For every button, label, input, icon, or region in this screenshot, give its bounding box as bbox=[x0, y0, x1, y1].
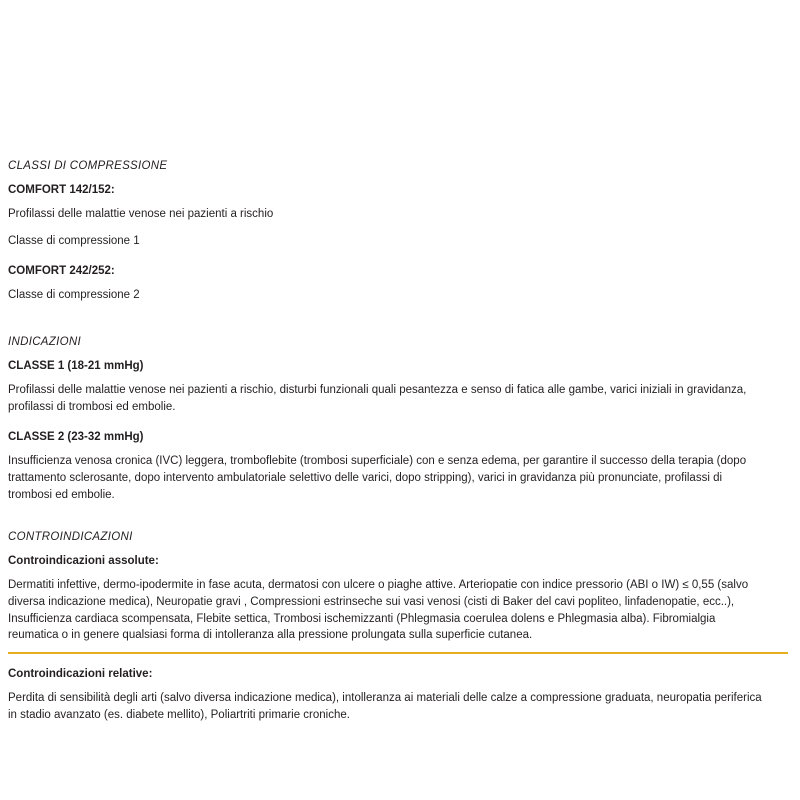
section-heading: CONTROINDICAZIONI bbox=[8, 531, 133, 544]
subheading: CLASSE 2 (23-32 mmHg) bbox=[8, 431, 144, 444]
section-classi-di-compressione bbox=[8, 160, 768, 304]
paragraph: Perdita di sensibilità degli arti (salvo diversa indicazione medica), intolleranza ai materiali delle calze a compressione graduata, neuropatia periferica in stadio avanzato (es. diabete mellito), Poliartriti primarie croniche. bbox=[8, 692, 762, 721]
paragraph: Insufficienza venosa cronica (IVC) leggera, tromboflebite (trombosi superficiale) con e senza edema, per garantire il successo della terapia (dopo trattamento sclerosante, dopo intervento ambulatoriale selettivo delle varici, dopo stripping), varici in gravidanza più pronunciate, profilassi di trombosi ed embolie. bbox=[8, 455, 747, 501]
subheading: COMFORT 142/152: bbox=[8, 184, 115, 196]
section-controindicazioni bbox=[8, 531, 768, 723]
subheading: CLASSE 1 (18-21 mmHg) bbox=[8, 360, 144, 373]
spacer bbox=[8, 654, 768, 668]
section-heading: CLASSI DI COMPRESSIONE bbox=[8, 160, 168, 172]
paragraph: Dermatiti infettive, dermo-ipodermite in fase acuta, dermatosi con ulcere o piaghe attive. Arteriopatie con indice pressorio (ABI o IW) ≤ 0,55 (salvo diversa indicazione medica), Neuropatie gravi , Compressioni estrinseche sui vasi venosi (cisti di Baker del cavi popliteo, linfadenopatie, ecc..), Insufficienza cardiaca scompensata, Flebite settica, Trombosi ischemizzanti (Phlegmasia coerulea dolens e Phlegmasia alba). Fibromialgia reumatica o in genere qualsiasi forma di intolleranza alla pressione prolungata sulla superficie cutanea. bbox=[8, 579, 749, 642]
subheading: Controindicazioni relative: bbox=[8, 668, 153, 681]
accent-divider bbox=[8, 652, 788, 654]
paragraph: Profilassi delle malattie venose nei pazienti a rischio, disturbi funzionali quali pesantezza e senso di fatica alle gambe, varici iniziali in gravidanza, profilassi di trombosi ed embolie. bbox=[8, 384, 747, 413]
section-indicazioni bbox=[8, 336, 768, 503]
paragraph: Classe di compressione 1 bbox=[8, 234, 140, 247]
paragraph: Profilassi delle malattie venose nei pazienti a rischio bbox=[8, 208, 274, 220]
subheading: Controindicazioni assolute: bbox=[8, 555, 159, 568]
spacer bbox=[8, 513, 768, 531]
subheading: COMFORT 242/252: bbox=[8, 265, 115, 278]
paragraph: Classe di compressione 2 bbox=[8, 289, 140, 302]
section-heading: INDICAZIONI bbox=[8, 336, 81, 349]
document-body bbox=[8, 160, 768, 723]
spacer bbox=[8, 314, 768, 336]
